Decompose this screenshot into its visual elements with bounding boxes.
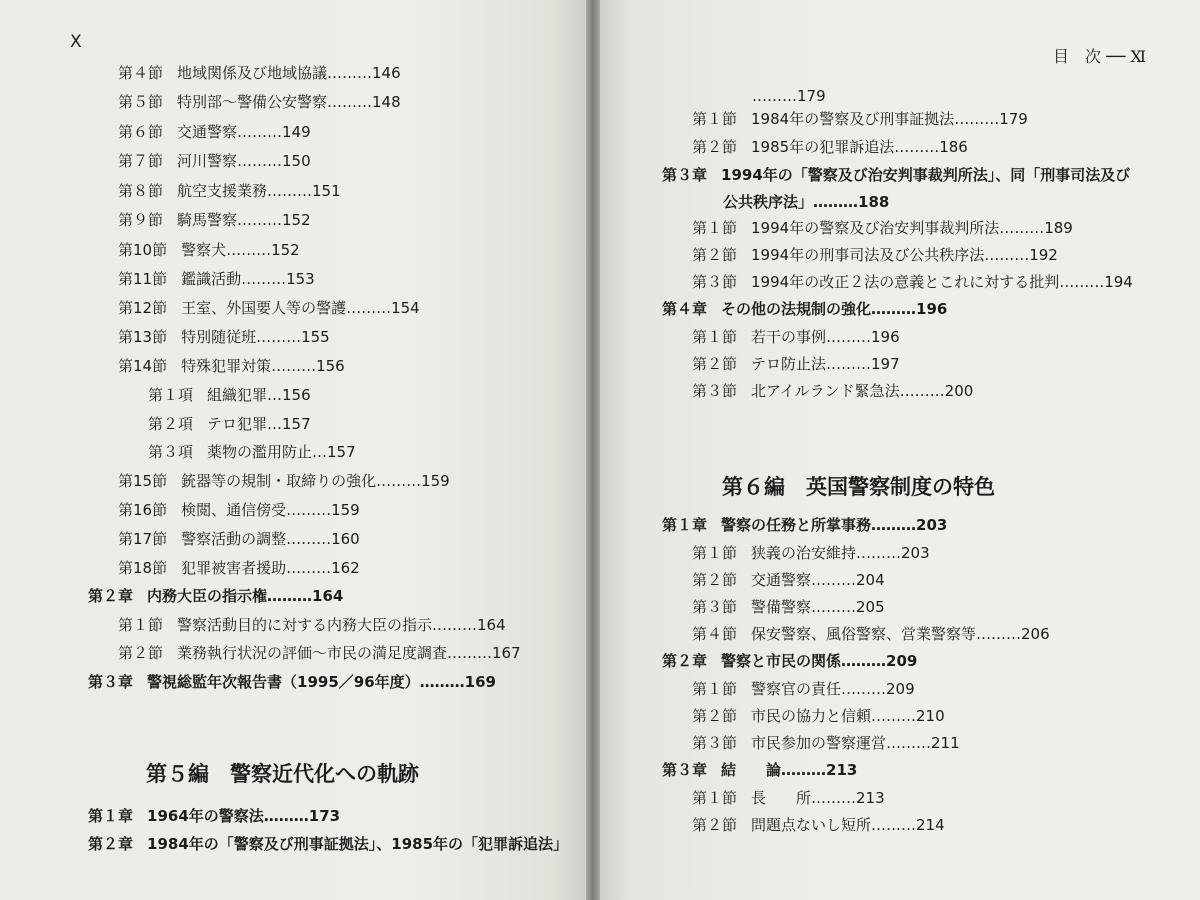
toc-entry xyxy=(118,356,345,376)
part-heading: 第６編 英国警察制度の特色 xyxy=(722,475,995,499)
right-page xyxy=(600,0,1200,900)
toc-label: 第４章 xyxy=(662,300,708,318)
toc-entry xyxy=(118,181,341,201)
toc-title: 犯罪被害者援助………162 xyxy=(181,559,360,577)
toc-entry xyxy=(692,733,960,753)
toc-title: 河川警察………150 xyxy=(177,152,311,170)
toc-label: 第１節 xyxy=(692,328,738,346)
toc-label: 第６節 xyxy=(118,123,164,141)
toc-title: その他の法規制の強化………196 xyxy=(721,300,948,318)
toc-entry xyxy=(692,624,1050,644)
toc-label: 第３節 xyxy=(692,382,738,400)
toc-entry xyxy=(118,63,401,83)
toc-label: 第２節 xyxy=(692,138,738,156)
toc-label: 第２節 xyxy=(692,571,738,589)
toc-label: 第７節 xyxy=(118,152,164,170)
toc-label: 第１節 xyxy=(692,680,738,698)
toc-title: 航空支援業務………151 xyxy=(177,182,341,200)
toc-label: 第２章 xyxy=(88,587,134,605)
book-gutter xyxy=(586,0,600,900)
toc-label: 第１章 xyxy=(662,516,708,534)
toc-entry xyxy=(118,471,450,491)
toc-title: 業務執行状況の評価～市民の満足度調査………167 xyxy=(177,644,521,662)
toc-title: 結 論………213 xyxy=(721,761,858,779)
toc-label: 第１節 xyxy=(118,616,164,634)
toc-label: 第４節 xyxy=(118,64,164,82)
toc-title: 警備警察………205 xyxy=(751,598,885,616)
toc-label: 第５節 xyxy=(118,93,164,111)
toc-label: 第４節 xyxy=(692,625,738,643)
toc-title: 警察活動目的に対する内務大臣の指示………164 xyxy=(177,616,506,634)
toc-label: 第２項 xyxy=(148,415,194,433)
toc-entry xyxy=(148,442,356,462)
toc-label: 第１節 xyxy=(692,219,738,237)
toc-label: 第１節 xyxy=(692,789,738,807)
toc-title: 鑑識活動………153 xyxy=(181,270,315,288)
toc-entry xyxy=(118,269,315,289)
toc-label: 第１章 xyxy=(88,807,134,825)
toc-entry xyxy=(118,615,506,635)
toc-chapter xyxy=(662,299,947,319)
toc-label: 第８節 xyxy=(118,182,164,200)
toc-title: 保安警察、風俗警察、営業警察等………206 xyxy=(751,625,1050,643)
toc-label: 第13節 xyxy=(118,328,168,346)
toc-chapter xyxy=(88,806,340,826)
toc-chapter xyxy=(662,515,947,535)
toc-title: 地域関係及び地域協議………146 xyxy=(177,64,401,82)
toc-label: 第２節 xyxy=(692,355,738,373)
toc-title: テロ犯罪…157 xyxy=(207,415,311,433)
toc-label: 第１節 xyxy=(692,544,738,562)
toc-title: 問題点ないし短所………214 xyxy=(751,816,945,834)
toc-continuation: 公共秩序法」………188 xyxy=(723,193,890,211)
toc-chapter xyxy=(88,834,568,854)
toc-title: 警察と市民の関係………209 xyxy=(721,652,918,670)
toc-title: 1984年の「警察及び刑事証拠法」、1985年の「犯罪訴追法」 xyxy=(147,835,569,853)
toc-label: 第３節 xyxy=(692,598,738,616)
toc-title: 1994年の警察及び治安判事裁判所法………189 xyxy=(751,219,1073,237)
toc-label: 第２章 xyxy=(662,652,708,670)
toc-title: 1964年の警察法………173 xyxy=(147,807,341,825)
toc-entry xyxy=(692,706,945,726)
running-head-right: 目 次 ── Ⅺ xyxy=(1053,47,1146,66)
toc-entry xyxy=(118,500,360,520)
toc-entry xyxy=(118,240,300,260)
toc-entry xyxy=(692,245,1058,265)
toc-title: 警察活動の調整………160 xyxy=(181,530,360,548)
toc-label: 第３節 xyxy=(692,734,738,752)
toc-label: 第２節 xyxy=(692,707,738,725)
toc-chapter xyxy=(88,586,343,606)
page-folio-left: X xyxy=(70,32,82,52)
toc-entry xyxy=(692,354,900,374)
toc-title: 警察官の責任………209 xyxy=(751,680,915,698)
toc-label: 第３章 xyxy=(662,166,708,184)
toc-label: 第15節 xyxy=(118,472,168,490)
toc-title: 1985年の犯罪訴追法………186 xyxy=(751,138,968,156)
toc-title: 北アイルランド緊急法………200 xyxy=(751,382,974,400)
toc-entry xyxy=(118,151,311,171)
toc-title: 市民参加の警察運営………211 xyxy=(751,734,960,752)
toc-title: 薬物の濫用防止…157 xyxy=(207,443,356,461)
toc-chapter xyxy=(662,760,857,780)
toc-entry xyxy=(692,679,915,699)
toc-entry xyxy=(692,815,945,835)
toc-entry xyxy=(148,414,311,434)
toc-label: 第３章 xyxy=(662,761,708,779)
toc-title: 騎馬警察………152 xyxy=(177,211,311,229)
toc-label: 第１項 xyxy=(148,386,194,404)
toc-label: 第３章 xyxy=(88,673,134,691)
toc-label: 第１節 xyxy=(692,110,738,128)
toc-continuation: ………179 xyxy=(752,87,826,105)
left-page xyxy=(0,0,586,900)
toc-label: 第11節 xyxy=(118,270,168,288)
toc-label: 第17節 xyxy=(118,530,168,548)
toc-entry xyxy=(118,529,360,549)
toc-entry xyxy=(692,272,1133,292)
toc-title: 若干の事例………196 xyxy=(751,328,900,346)
toc-title: 1994年の改正２法の意義とこれに対する批判………194 xyxy=(751,273,1133,291)
toc-title: 1984年の警察及び刑事証拠法………179 xyxy=(751,110,1028,128)
toc-title: 銃器等の規制・取締りの強化………159 xyxy=(181,472,450,490)
toc-label: 第２節 xyxy=(692,816,738,834)
toc-chapter xyxy=(662,651,917,671)
toc-title: 長 所………213 xyxy=(751,789,885,807)
toc-label: 第２節 xyxy=(692,246,738,264)
toc-title: 内務大臣の指示権………164 xyxy=(147,587,344,605)
toc-title: 交通警察………204 xyxy=(751,571,885,589)
toc-label: 第３節 xyxy=(692,273,738,291)
toc-entry xyxy=(118,643,521,663)
toc-title: 交通警察………149 xyxy=(177,123,311,141)
toc-title: 特別随従班………155 xyxy=(181,328,330,346)
toc-entry xyxy=(118,210,311,230)
toc-chapter xyxy=(88,672,496,692)
toc-entry xyxy=(118,122,311,142)
toc-title: 組織犯罪…156 xyxy=(207,386,311,404)
toc-entry xyxy=(118,327,330,347)
toc-entry xyxy=(692,788,885,808)
toc-title: 1994年の「警察及び治安判事裁判所法」、同「刑事司法及び xyxy=(721,166,1131,184)
toc-entry xyxy=(692,381,973,401)
part-heading: 第５編 警察近代化への軌跡 xyxy=(146,762,419,786)
toc-entry xyxy=(692,543,930,563)
toc-title: テロ防止法………197 xyxy=(751,355,900,373)
toc-title: 警察犬………152 xyxy=(181,241,300,259)
toc-label: 第16節 xyxy=(118,501,168,519)
toc-entry xyxy=(148,385,311,405)
toc-title: 1994年の刑事司法及び公共秩序法………192 xyxy=(751,246,1058,264)
toc-entry xyxy=(692,137,968,157)
toc-title: 特別部～警備公安警察………148 xyxy=(177,93,401,111)
toc-chapter xyxy=(662,165,1130,185)
toc-label: 第14節 xyxy=(118,357,168,375)
toc-entry xyxy=(692,597,885,617)
toc-entry xyxy=(692,109,1028,129)
toc-title: 検閲、通信傍受………159 xyxy=(181,501,360,519)
toc-entry xyxy=(118,558,360,578)
toc-label: 第９節 xyxy=(118,211,164,229)
toc-label: 第２章 xyxy=(88,835,134,853)
toc-entry xyxy=(692,570,885,590)
toc-title: 特殊犯罪対策………156 xyxy=(181,357,345,375)
toc-label: 第10節 xyxy=(118,241,168,259)
toc-title: 狭義の治安維持………203 xyxy=(751,544,930,562)
toc-title: 警察の任務と所掌事務………203 xyxy=(721,516,948,534)
toc-entry xyxy=(692,218,1073,238)
toc-entry xyxy=(118,92,401,112)
toc-entry xyxy=(118,298,420,318)
toc-title: 王室、外国要人等の警護………154 xyxy=(181,299,420,317)
toc-title: 市民の協力と信頼………210 xyxy=(751,707,945,725)
toc-label: 第18節 xyxy=(118,559,168,577)
toc-label: 第３項 xyxy=(148,443,194,461)
toc-label: 第２節 xyxy=(118,644,164,662)
toc-title: 警視総監年次報告書（1995／96年度）………169 xyxy=(147,673,496,691)
toc-label: 第12節 xyxy=(118,299,168,317)
toc-entry xyxy=(692,327,900,347)
